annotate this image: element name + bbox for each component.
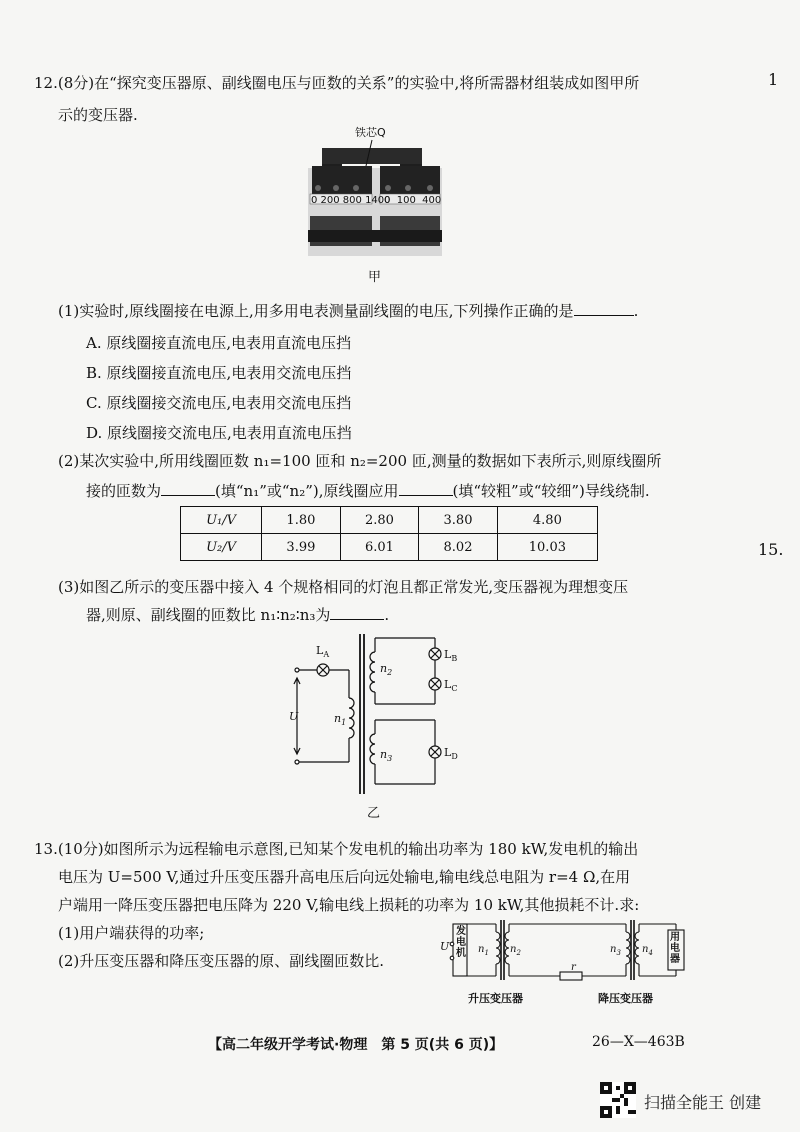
label-lc: $L_C$ [444,678,458,694]
q12-p3-line2: 器,则原、副线圈的匝数比 n₁∶n₂∶n₃为 . [86,606,390,624]
table-cell: U₁/V [181,507,262,534]
transformer-photo [300,126,450,260]
table-cell: 1.80 [262,507,341,534]
label-n3: $n_3$ [380,748,393,764]
q12-header: 12.(8分)在“探究变压器原、副线圈电压与匝数的关系”的实验中,将所需器材组装成如图甲所 [34,74,640,92]
diag-n4: $n_4$ [642,944,653,957]
option-b: B. 原线圈接直流电压,电表用交流电压挡 [86,364,352,382]
diag-step-up-label: 升压变压器 [468,992,523,1005]
diag-n2: $n_2$ [510,944,521,957]
table-cell: 4.80 [497,507,597,534]
q13-line3: 户端用一降压变压器把电压降为 220 V,输电线上损耗的功率为 10 kW,其他损耗不计.求: [58,896,640,914]
q12-header-cont: 示的变压器. [58,106,138,124]
table-row [181,507,598,534]
diag-step-down-label: 降压变压器 [598,992,653,1005]
label-n1: $n_1$ [334,712,347,728]
data-table [180,506,598,561]
q13-sub1: (1)用户端获得的功率; [58,924,205,942]
margin-number-mid: 15. [758,540,784,559]
table-cell: 3.99 [262,534,341,561]
photo-left-scale: 0 200 800 1400 [311,195,391,206]
option-a: A. 原线圈接直流电压,电表用直流电压挡 [86,334,352,352]
diag-load: 用电器 [670,932,680,965]
label-u: U [289,710,299,723]
q13-sub2: (2)升压变压器和降压变压器的原、副线圈匝数比. [58,952,385,970]
photo-caption: 甲 [368,270,382,285]
diag-n3: $n_3$ [610,944,621,957]
q13-line1: 13.(10分)如图所示为远程输电示意图,已知某个发电机的输出功率为 180 kW,发电机的输出 [34,840,639,858]
q12-p3-line1: (3)如图乙所示的变压器中接入 4 个规格相同的灯泡且都正常发光,变压器视为理想变压 [58,578,629,596]
label-n2: $n_2$ [380,662,393,678]
label-lb: $L_B$ [444,648,458,664]
table-cell: 3.80 [419,507,498,534]
paper-code: 26—X—463B [592,1034,685,1050]
q12-p2-line2: 接的匝数为 (填“n₁”或“n₂”),原线圈应用 (填“较粗”或“较细”)导线绕制. [86,482,650,500]
transmission-diagram [436,918,694,990]
table-cell: 6.01 [340,534,419,561]
option-c: C. 原线圈接交流电压,电表用交流电压挡 [86,394,352,412]
diag-u: U [440,940,450,953]
table-cell: U₂/V [181,534,262,561]
diag-n1: $n_1$ [478,944,489,957]
circuit-diagram-yi [285,634,450,794]
diag-r: r [571,962,576,973]
q12-p1-text: (1)实验时,原线圈接在电源上,用多用电表测量副线圈的电压,下列操作正确的是 . [58,302,639,320]
photo-core-label: 铁芯Q [355,126,386,139]
label-ld: $L_D$ [444,746,458,762]
q13-line2: 电压为 U=500 V,通过升压变压器升高电压后向远处输电,输电线总电阻为 r=4 Ω,在用 [58,868,631,886]
table-cell: 2.80 [340,507,419,534]
diag-generator: 发电机 [456,926,466,959]
table-cell: 10.03 [497,534,597,561]
photo-right-scale: 0 100 400 [384,195,442,206]
table-cell: 8.02 [419,534,498,561]
qr-code-icon [600,1082,636,1118]
page-footer: 【高二年级开学考试·物理 第 5 页(共 6 页)】 [208,1037,504,1053]
q12-p2-line1: (2)某次实验中,所用线圈匝数 n₁=100 匝和 n₂=200 匝,测量的数据如下表所示,则原线圈所 [58,452,662,470]
margin-number-top: 1 [768,70,779,89]
table-row [181,534,598,561]
circuit-caption: 乙 [367,806,381,821]
label-la: $L_A$ [316,644,330,660]
watermark-text: 扫描全能王 创建 [644,1093,762,1112]
option-d: D. 原线圈接交流电压,电表用直流电压挡 [86,424,352,442]
